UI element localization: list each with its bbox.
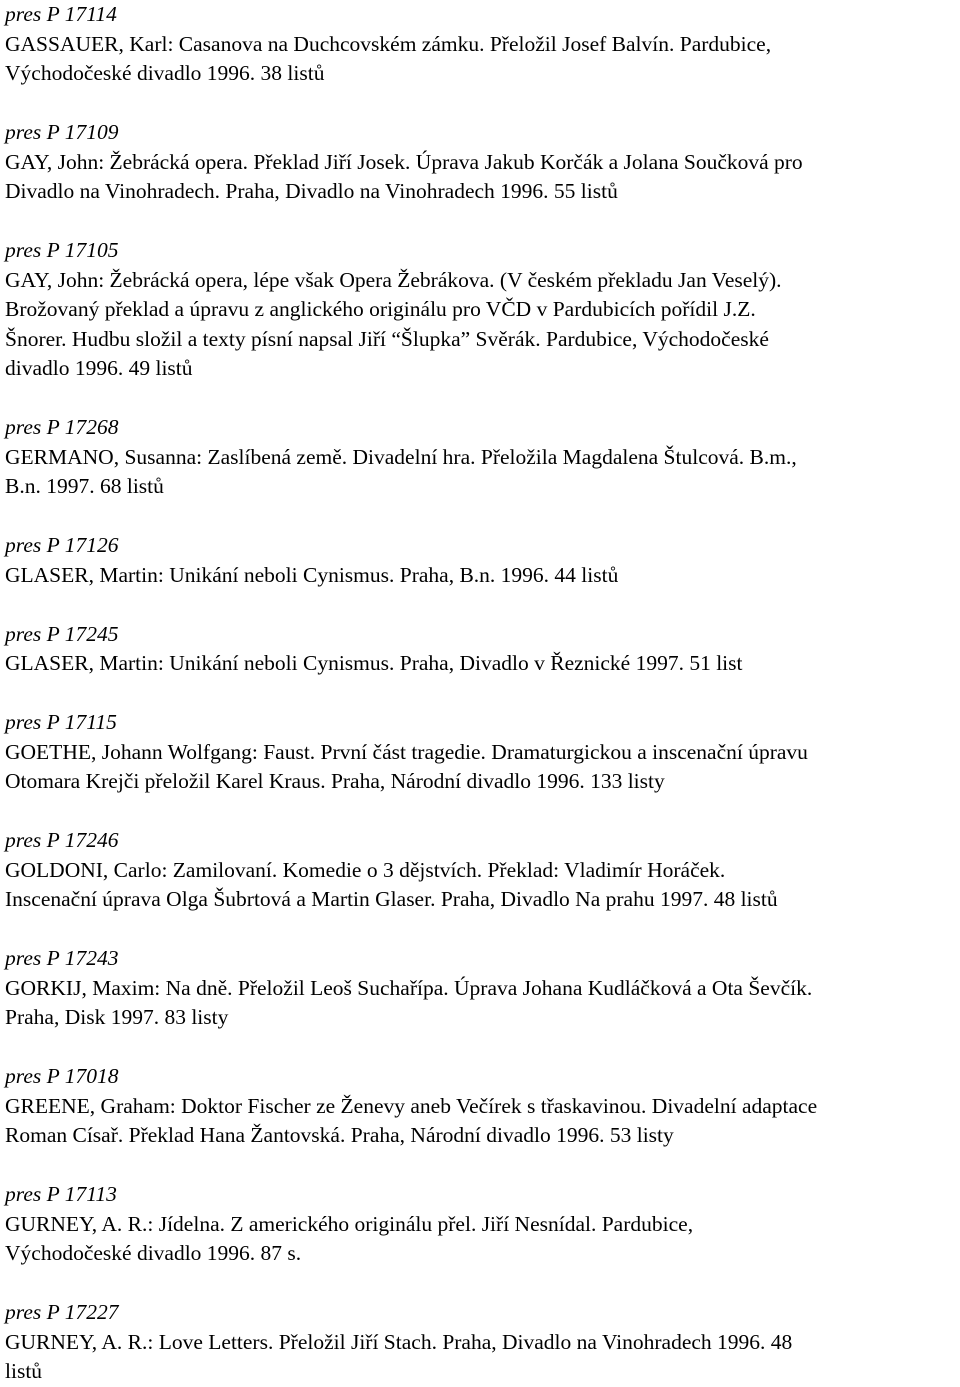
entry-line: GAY, John: Žebrácká opera, lépe však Opera Žebrákova. (V českém překladu Jan Veselý). xyxy=(5,267,782,292)
entry-line: Inscenační úprava Olga Šubrtová a Martin Glaser. Praha, Divadlo Na prahu 1997. 48 listů xyxy=(5,887,778,911)
entry-description xyxy=(5,266,960,384)
entry-description xyxy=(5,974,960,1033)
entry-line: Roman Císař. Překlad Hana Žantovská. Praha, Národní divadlo 1996. 53 listy xyxy=(5,1123,674,1147)
catalog-entry xyxy=(5,1298,960,1387)
entry-description xyxy=(5,30,960,89)
entry-signature: pres P 17109 xyxy=(5,120,119,144)
catalog-entry xyxy=(5,826,960,915)
entry-line: GURNEY, A. R.: Jídelna. Z amerického originálu přel. Jiří Nesnídal. Pardubice, xyxy=(5,1211,694,1236)
entry-line: GREENE, Graham: Doktor Fischer ze Ženevy aneb Večírek s třaskavinou. Divadelní adaptace xyxy=(5,1093,818,1118)
entry-description xyxy=(5,561,960,591)
entry-spacer xyxy=(5,502,960,532)
entry-description xyxy=(5,738,960,797)
catalog-entry xyxy=(5,620,960,679)
entry-signature: pres P 17243 xyxy=(5,946,119,970)
catalog-entry xyxy=(5,118,960,207)
entry-signature: pres P 17115 xyxy=(5,710,117,734)
entry-signature: pres P 17114 xyxy=(5,2,117,26)
entry-line: Východočeské divadlo 1996. 38 listů xyxy=(5,61,325,85)
catalog-entry xyxy=(5,413,960,502)
entry-line: GOETHE, Johann Wolfgang: Faust. První část tragedie. Dramaturgickou a inscenační úpravu xyxy=(5,739,808,764)
entry-spacer xyxy=(5,207,960,237)
entry-line: GOLDONI, Carlo: Zamilovaní. Komedie o 3 dějstvích. Překlad: Vladimír Horáček. xyxy=(5,857,726,882)
entry-line: Otomara Krejči přeložil Karel Kraus. Praha, Národní divadlo 1996. 133 listy xyxy=(5,769,665,793)
entry-line: GERMANO, Susanna: Zaslíbená země. Divadelní hra. Přeložila Magdalena Štulcová. B.m., xyxy=(5,444,797,469)
entry-line: divadlo 1996. 49 listů xyxy=(5,356,193,380)
catalog-entry xyxy=(5,944,960,1033)
catalog-entry xyxy=(5,1062,960,1151)
catalog-page xyxy=(5,0,960,1387)
entry-line: listů xyxy=(5,1359,43,1383)
catalog-entry xyxy=(5,531,960,590)
catalog-entry xyxy=(5,236,960,384)
entry-signature: pres P 17268 xyxy=(5,415,119,439)
entry-spacer xyxy=(5,384,960,414)
entry-signature: pres P 17018 xyxy=(5,1064,119,1088)
entry-description xyxy=(5,856,960,915)
entry-line: Šnorer. Hudbu složil a texty písní napsal Jiří “Šlupka” Svěrák. Pardubice, Východočeské xyxy=(5,326,769,351)
entry-spacer xyxy=(5,590,960,620)
entry-description xyxy=(5,1328,960,1387)
entry-spacer xyxy=(5,1269,960,1299)
entry-signature: pres P 17113 xyxy=(5,1182,117,1206)
entry-line: GLASER, Martin: Unikání neboli Cynismus. Praha, B.n. 1996. 44 listů xyxy=(5,562,619,587)
entry-line: GASSAUER, Karl: Casanova na Duchcovském zámku. Přeložil Josef Balvín. Pardubice, xyxy=(5,31,772,56)
entry-signature: pres P 17246 xyxy=(5,828,119,852)
catalog-entry xyxy=(5,1180,960,1269)
entry-line: B.n. 1997. 68 listů xyxy=(5,474,164,498)
entry-spacer xyxy=(5,1151,960,1181)
catalog-entry xyxy=(5,708,960,797)
entry-description xyxy=(5,649,960,679)
entry-spacer xyxy=(5,1033,960,1063)
entry-description xyxy=(5,443,960,502)
entry-signature: pres P 17126 xyxy=(5,533,119,557)
entry-spacer xyxy=(5,89,960,119)
entry-line: GAY, John: Žebrácká opera. Překlad Jiří Josek. Úprava Jakub Korčák a Jolana Součková pro xyxy=(5,149,803,174)
entry-signature: pres P 17105 xyxy=(5,238,119,262)
entry-line: GURNEY, A. R.: Love Letters. Přeložil Jiří Stach. Praha, Divadlo na Vinohradech 1996. 48 xyxy=(5,1329,793,1354)
entry-line: Brožovaný překlad a úpravu z anglického originálu pro VČD v Pardubicích pořídil J.Z. xyxy=(5,297,756,321)
entry-spacer xyxy=(5,797,960,827)
entry-signature: pres P 17245 xyxy=(5,621,119,646)
entry-description xyxy=(5,1210,960,1269)
entry-description xyxy=(5,1092,960,1151)
entry-line: GORKIJ, Maxim: Na dně. Přeložil Leoš Suchařípa. Úprava Johana Kudláčková a Ota Ševčík. xyxy=(5,975,813,1000)
entry-description xyxy=(5,148,960,207)
entry-line: Praha, Disk 1997. 83 listy xyxy=(5,1005,229,1029)
entry-spacer xyxy=(5,679,960,709)
entry-line: Východočeské divadlo 1996. 87 s. xyxy=(5,1241,302,1265)
entry-line: Divadlo na Vinohradech. Praha, Divadlo na Vinohradech 1996. 55 listů xyxy=(5,179,618,203)
entry-spacer xyxy=(5,915,960,945)
entry-signature: pres P 17227 xyxy=(5,1300,119,1324)
entry-line: GLASER, Martin: Unikání neboli Cynismus. Praha, Divadlo v Řeznické 1997. 51 list xyxy=(5,651,743,675)
catalog-entry xyxy=(5,0,960,89)
